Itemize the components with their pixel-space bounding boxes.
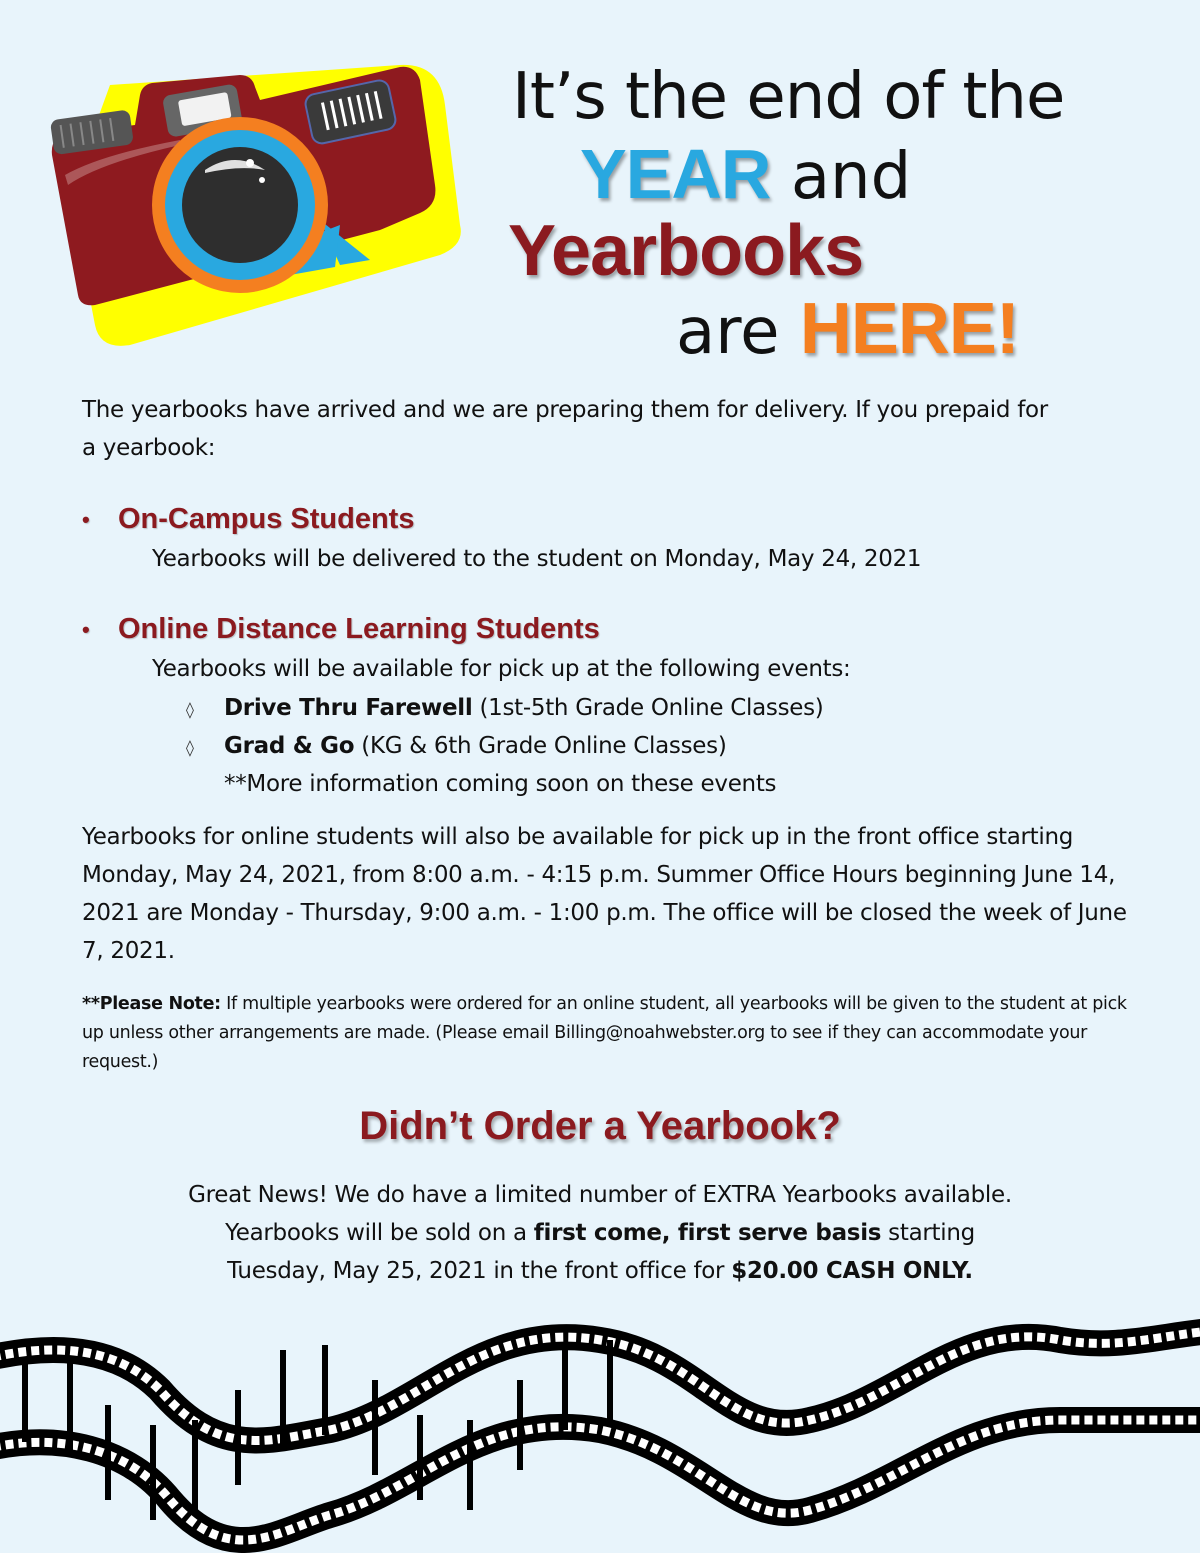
- headline-are: are: [676, 295, 800, 369]
- note-label: **Please Note:: [82, 994, 221, 1014]
- first-come-first-serve: first come, first serve basis: [533, 1220, 882, 1246]
- extra-line-3-pre: Tuesday, May 25, 2021 in the front office for: [227, 1258, 732, 1284]
- intro-paragraph: The yearbooks have arrived and we are preparing them for delivery. If you prepaid for a yearbook:: [82, 397, 1048, 461]
- film-strip-icon: [0, 1310, 1200, 1553]
- extra-line-1: Great News! We do have a limited number of EXTRA Yearbooks available.: [188, 1182, 1012, 1208]
- note-text: If multiple yearbooks were ordered for an online student, all yearbooks will be given to the student at pick up unless other arrangements are made. (Please email Billing@noahwebster.org to see if they can accommodate your request.): [82, 994, 1127, 1072]
- section-heading-on-campus: [82, 503, 414, 536]
- diamond-bullet-icon: ◊: [186, 738, 194, 757]
- online-text: Yearbooks will be available for pick up at the following events:: [152, 656, 851, 682]
- headline-line-1: It’s the end of the: [512, 60, 1065, 134]
- extra-line-2-pre: Yearbooks will be sold on a: [225, 1220, 534, 1246]
- diamond-bullet-icon: ◊: [186, 700, 194, 719]
- bullet-icon: •: [82, 617, 90, 643]
- headline-line-2: [580, 135, 912, 214]
- online-heading: Online Distance Learning Students: [118, 613, 600, 645]
- events-footnote: **More information coming soon on these events: [224, 771, 777, 797]
- please-note: [82, 990, 1132, 1077]
- event-item: [186, 689, 823, 729]
- extra-line-2: [0, 1214, 1200, 1252]
- on-campus-heading: On-Campus Students: [118, 503, 415, 535]
- headline-year: YEAR: [580, 135, 771, 213]
- event-name: Drive Thru Farewell: [224, 695, 473, 721]
- headline-and: and: [770, 140, 912, 214]
- event-name: Grad & Go: [224, 733, 355, 759]
- bullet-icon: •: [82, 507, 90, 533]
- event-detail: (1st-5th Grade Online Classes): [472, 695, 824, 721]
- price-cash-only: $20.00 CASH ONLY.: [731, 1258, 973, 1284]
- extra-line-3: [0, 1252, 1200, 1290]
- on-campus-text: Yearbooks will be delivered to the student on Monday, May 24, 2021: [152, 546, 922, 572]
- extra-line-2-post: starting: [881, 1220, 975, 1246]
- camera-icon: [40, 45, 470, 355]
- headline-yearbooks: Yearbooks: [508, 211, 864, 291]
- headline-here: HERE!: [799, 289, 1019, 369]
- headline-line-4: [676, 289, 1019, 369]
- section-heading-online: [82, 613, 600, 646]
- event-item: [186, 727, 727, 767]
- event-detail: (KG & 6th Grade Online Classes): [354, 733, 727, 759]
- pickup-paragraph: Yearbooks for online students will also be available for pick up in the front office starting Monday, May 24, 2021, from 8:00 a.m. - 4:15 p.m. Summer Office Hours beginning June 14, 2021 are Monday - Thursday, 9:00 a.m. - 1:00 p.m. The office will be closed the week of June 7, 2021.: [82, 824, 1127, 964]
- extra-yearbooks-info: [0, 1176, 1200, 1290]
- didnt-order-heading: Didn’t Order a Yearbook?: [359, 1104, 841, 1148]
